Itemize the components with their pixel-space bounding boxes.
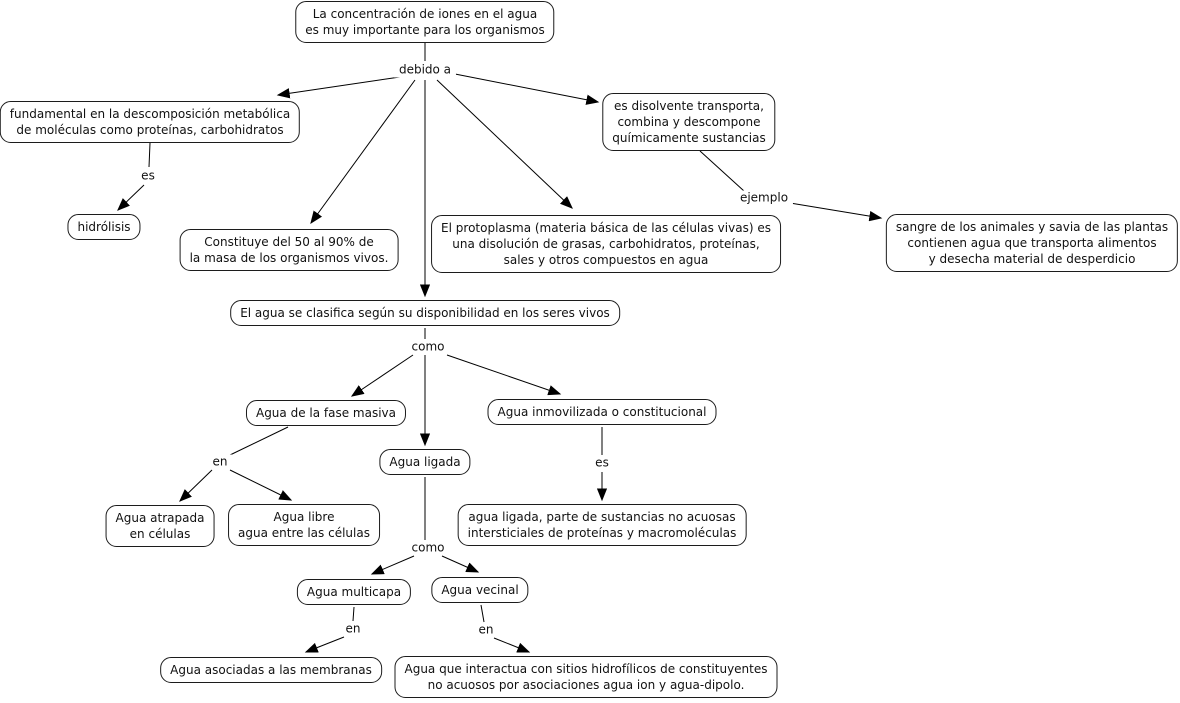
concept-node-text-line: y desecha material de desperdicio (928, 252, 1136, 266)
concept-node-agua-libre[interactable] (228, 504, 380, 546)
concept-node-vecinal[interactable] (431, 577, 528, 603)
concept-node-text-line: Agua multicapa (306, 585, 402, 599)
edge-line (352, 355, 413, 396)
edge-line (481, 605, 484, 622)
edge-line (118, 185, 144, 210)
concept-node-disolvente[interactable] (602, 93, 775, 151)
concept-node-text-line: una disolución de grasas, carbohidratos, proteínas, (452, 237, 760, 251)
concept-node-text-line: agua entre las células (238, 526, 370, 540)
concept-node-text-line: Agua que interactua con sitios hidrofílicos de constituyentes (404, 662, 768, 676)
concept-node-text-line: sangre de los animales y savia de las plantas (895, 220, 1169, 234)
concept-node-sangre-savia[interactable] (886, 214, 1178, 272)
concept-node-text-line: en células (129, 527, 191, 541)
concept-node-multicapa[interactable] (297, 579, 411, 605)
edge-line (442, 556, 478, 572)
link-label-como-ligada[interactable]: como (407, 541, 450, 556)
concept-node-text-line: hidrólisis (77, 220, 131, 234)
concept-node-descomposicion-metabolica[interactable] (0, 101, 300, 143)
link-label-es-inmovilizada[interactable]: es (590, 456, 614, 471)
edge-line (353, 607, 354, 621)
link-label-en-vecinal[interactable]: en (474, 623, 499, 638)
concept-node-text-line: El agua se clasifica según su disponibilidad en los seres vivos (240, 306, 610, 320)
edge-line (372, 556, 414, 574)
edge-line (700, 151, 744, 191)
edge-line (494, 638, 529, 652)
concept-node-inmovilizada[interactable] (488, 399, 717, 425)
concept-node-text-line: Agua asociadas a las membranas (170, 663, 372, 677)
concept-node-text-line: Agua de la fase masiva (255, 406, 397, 420)
edge-line (437, 80, 572, 208)
concept-node-text-line: es disolvente transporta, (614, 99, 764, 113)
edge-line (278, 77, 400, 95)
concept-node-hidrolisis[interactable] (67, 214, 140, 240)
concept-node-clasificacion-agua[interactable] (230, 300, 620, 326)
concept-node-constituye-masa[interactable] (180, 229, 399, 271)
concept-node-concentracion-iones[interactable] (295, 1, 554, 43)
edge-line (455, 74, 598, 102)
concept-node-text-line: la masa de los organismos vivos. (189, 251, 389, 265)
concept-node-protoplasma[interactable] (431, 215, 781, 273)
edge-line (306, 637, 344, 652)
edge-line (790, 203, 881, 218)
edge-line (180, 470, 212, 501)
link-label-es-hidrolisis[interactable]: es (136, 169, 160, 184)
edge-line (230, 470, 291, 500)
link-label-debido-a[interactable]: debido a (394, 63, 456, 78)
edge-line (447, 355, 560, 394)
edge-line (311, 80, 415, 223)
concept-node-interactua-hidrofilicos[interactable] (395, 656, 778, 698)
concept-node-agua-atrapada[interactable] (106, 505, 215, 547)
concept-node-text-line: agua ligada, parte de sustancias no acuosas (468, 510, 736, 524)
link-label-en-fase[interactable]: en (208, 455, 233, 470)
concept-node-text-line: Agua atrapada (115, 511, 205, 525)
concept-node-text-line: sales y otros compuestos en agua (503, 253, 709, 267)
concept-node-text-line: combina y descompone (617, 115, 761, 129)
concept-node-agua-ligada[interactable] (379, 449, 470, 475)
concept-node-text-line: Agua ligada (389, 455, 461, 469)
concept-node-text-line: Agua inmovilizada o constitucional (497, 405, 707, 419)
concept-node-text-line: fundamental en la descomposición metabólica (9, 107, 291, 121)
concept-node-text-line: El protoplasma (materia básica de las células vivas) es (441, 221, 771, 235)
concept-node-text-line: La concentración de iones en el agua (312, 7, 538, 21)
concept-node-text-line: es muy importante para los organismos (305, 23, 545, 37)
link-label-ejemplo[interactable]: ejemplo (735, 191, 793, 206)
edge-line (149, 143, 150, 167)
concept-node-text-line: Agua libre (273, 510, 335, 524)
concept-node-ligada-sustancias[interactable] (458, 504, 747, 546)
concept-node-text-line: Constituye del 50 al 90% de (204, 235, 374, 249)
link-label-en-multicapa[interactable]: en (341, 622, 366, 637)
concept-node-text-line: intersticiales de proteínas y macromoléculas (467, 526, 737, 540)
concept-node-text-line: químicamente sustancias (612, 131, 766, 145)
concept-node-text-line: de moléculas como proteínas, carbohidratos (16, 123, 284, 137)
concept-node-text-line: contienen agua que transporta alimentos (907, 236, 1157, 250)
concept-node-membranas[interactable] (160, 657, 382, 683)
edge-line (230, 427, 288, 455)
concept-node-text-line: Agua vecinal (441, 583, 519, 597)
concept-node-text-line: no acuosos por asociaciones agua ion y agua-dipolo. (427, 678, 745, 692)
link-label-como-clasifica[interactable]: como (407, 340, 450, 355)
concept-node-fase-masiva[interactable] (246, 400, 406, 426)
